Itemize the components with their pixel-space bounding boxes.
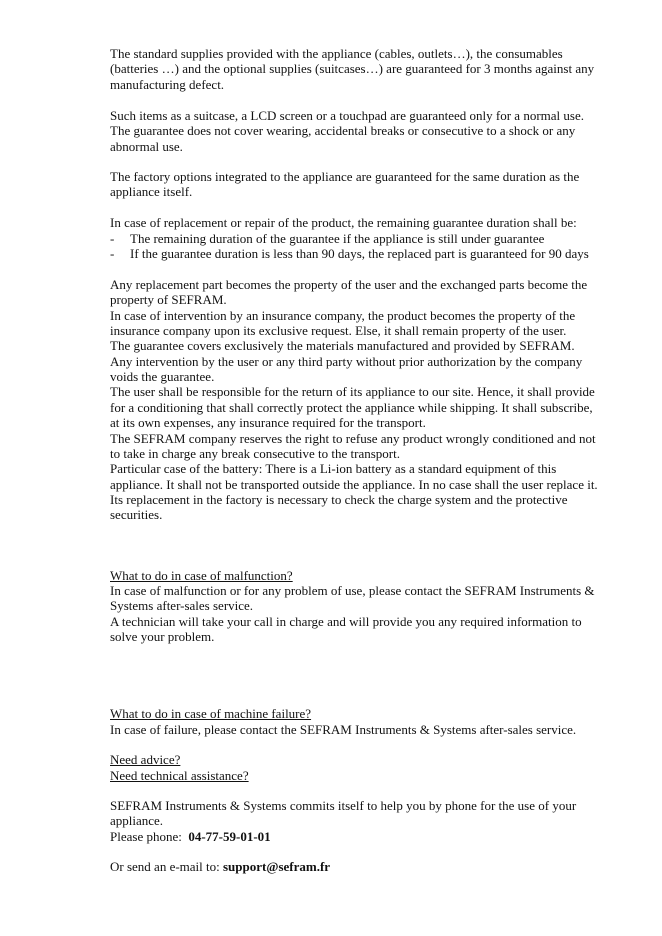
- phone-line: [110, 829, 271, 844]
- text-line: The guarantee covers exclusively the materials manufactured and provided by SEFRAM.: [110, 338, 575, 354]
- bullet-marker: -: [110, 246, 115, 261]
- text-line: SEFRAM Instruments & Systems commits itself to help you by phone for the use of your: [110, 798, 577, 813]
- text-line: to take in charge any break consecutive to the transport.: [110, 445, 400, 461]
- text-line: voids the guarantee.: [110, 369, 215, 385]
- text-line: at its own expenses, any insurance required for the transport.: [110, 415, 426, 431]
- text-line: The factory options integrated to the appliance are guaranteed for the same duration as the: [110, 169, 580, 184]
- text-line: Any intervention by the user or any third party without prior authorization by the company: [110, 353, 583, 369]
- text-line: appliance. It shall not be transported outside the appliance. In no case shall the user replace it.: [110, 476, 598, 492]
- text-line: A technician will take your call in charge and will provide you any required information to: [110, 613, 582, 629]
- email-link[interactable]: support@sefram.fr: [223, 859, 331, 874]
- phone-label: Please phone:: [110, 829, 182, 844]
- text-line: appliance.: [110, 813, 164, 829]
- text-line: property of SEFRAM.: [110, 292, 227, 308]
- text-line: The standard supplies provided with the appliance (cables, outlets…), the consumables: [110, 46, 563, 61]
- email-line: [110, 859, 330, 874]
- text-line: appliance itself.: [110, 184, 193, 200]
- text-line: insurance company upon its exclusive request. Else, it shall remain property of the user.: [110, 323, 567, 339]
- text-line: Such items as a suitcase, a LCD screen or a touchpad are guaranteed only for a normal use.: [110, 108, 584, 123]
- text-line: (batteries …) and the optional supplies (suitcases…) are guaranteed for 3 months against any: [110, 61, 595, 77]
- text-line: The user shall be responsible for the return of its appliance to our site. Hence, it shall provide: [110, 384, 595, 400]
- text-line: In case of failure, please contact the SEFRAM Instruments & Systems after-sales service.: [110, 722, 577, 737]
- bullet-text: The remaining duration of the guarantee if the appliance is still under guarantee: [130, 231, 545, 246]
- heading-technical-assistance: Need technical assistance?: [110, 768, 249, 783]
- email-label: Or send an e-mail to:: [110, 859, 220, 874]
- text-line: abnormal use.: [110, 138, 183, 154]
- text-line: solve your problem.: [110, 629, 215, 645]
- bullet-text: If the guarantee duration is less than 90 days, the replaced part is guaranteed for 90 days: [130, 246, 589, 261]
- text-line: In case of replacement or repair of the product, the remaining guarantee duration shall be:: [110, 215, 577, 230]
- text-line: In case of malfunction or for any problem of use, please contact the SEFRAM Instruments &: [110, 583, 595, 598]
- bullet-marker: -: [110, 231, 115, 246]
- heading-malfunction: What to do in case of malfunction?: [110, 568, 293, 583]
- text-line: Its replacement in the factory is necessary to check the charge system and the protective: [110, 491, 568, 507]
- heading-machine-failure: What to do in case of machine failure?: [110, 706, 312, 721]
- heading-need-advice: Need advice?: [110, 752, 181, 767]
- text-line: Particular case of the battery: There is a Li-ion battery as a standard equipment of this: [110, 461, 557, 477]
- text-line: for a conditioning that shall correctly protect the appliance while shipping. It shall subscribe,: [110, 399, 593, 415]
- text-line: manufacturing defect.: [110, 76, 225, 92]
- text-line: In case of intervention by an insurance company, the product becomes the property of the: [110, 307, 576, 323]
- text-line: The guarantee does not cover wearing, accidental breaks or consecutive to a shock or any: [110, 123, 576, 139]
- text-line: securities.: [110, 507, 163, 523]
- text-line: The SEFRAM company reserves the right to refuse any product wrongly conditioned and not: [110, 430, 596, 446]
- phone-number: 04-77-59-01-01: [188, 829, 271, 844]
- text-line: Any replacement part becomes the property of the user and the exchanged parts become the: [110, 277, 588, 292]
- text-line: Systems after-sales service.: [110, 598, 254, 614]
